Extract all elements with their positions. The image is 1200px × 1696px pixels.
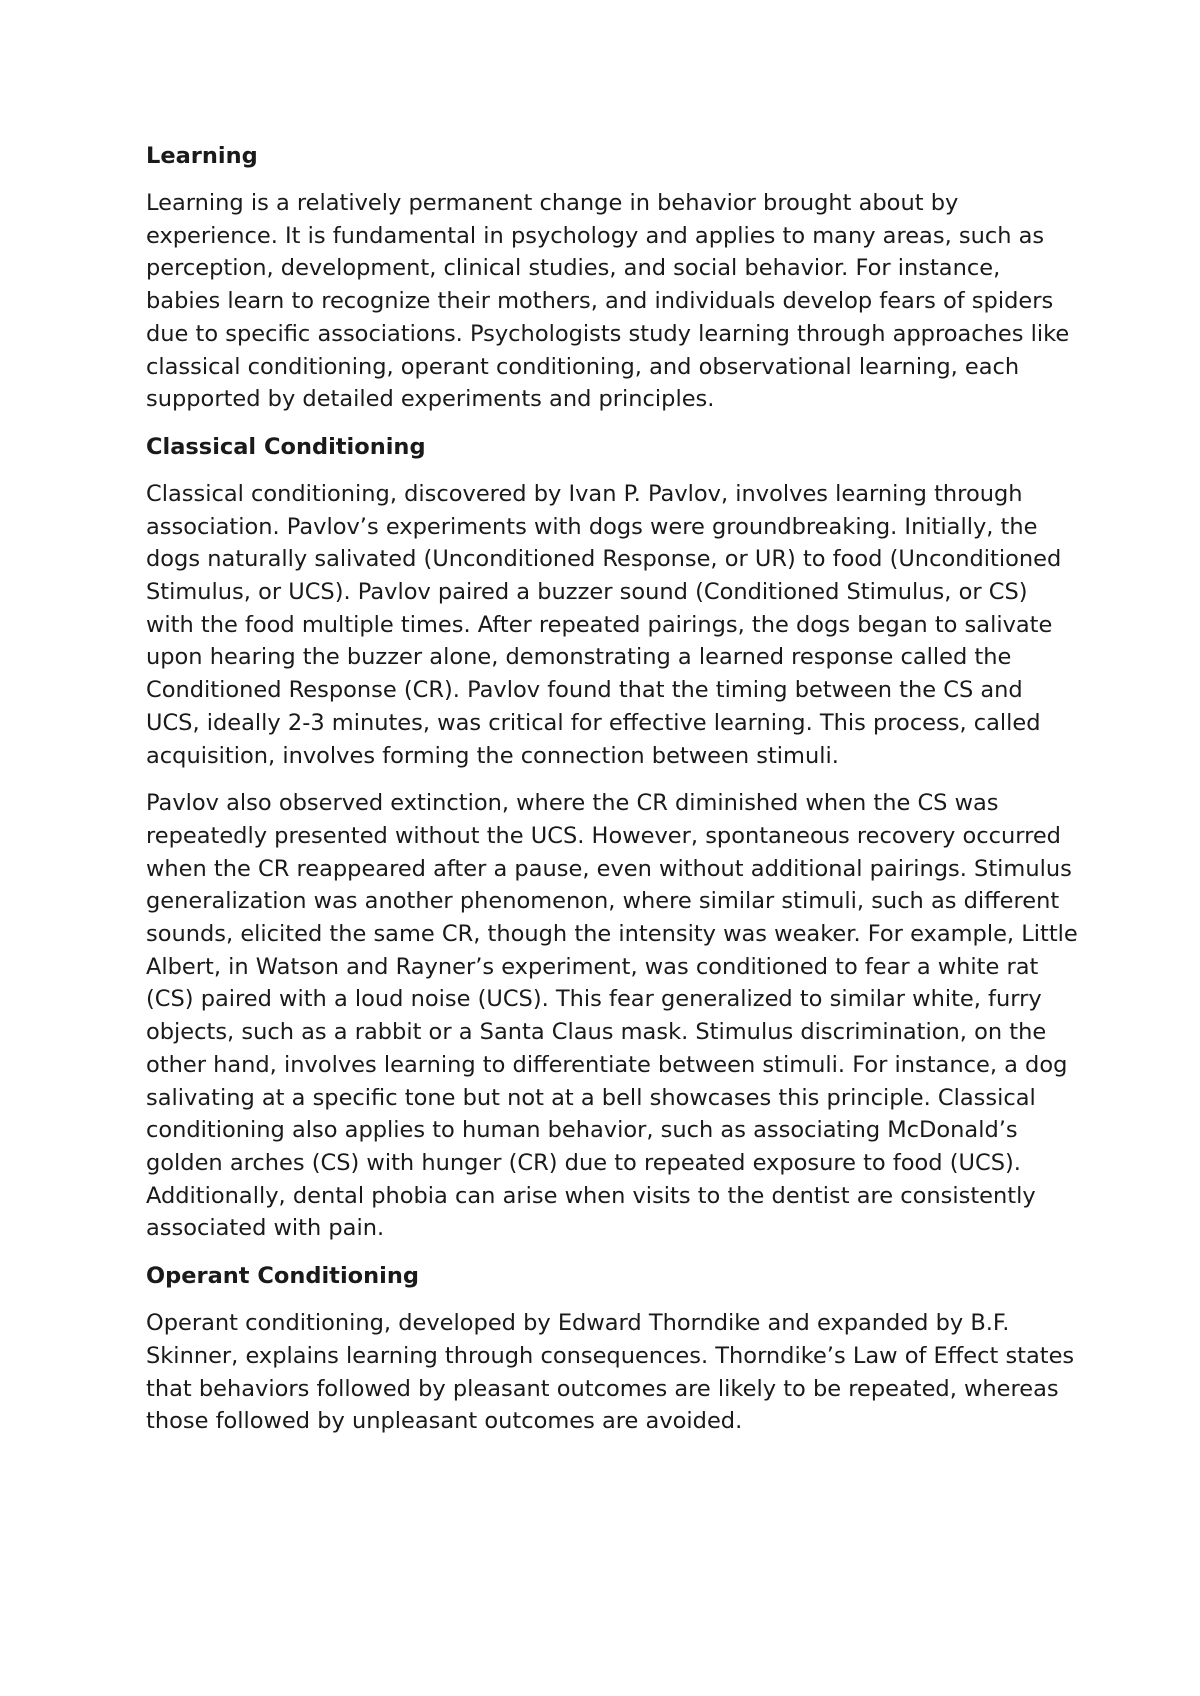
section-heading-learning: Learning [146, 143, 258, 169]
paragraph-classical-conditioning-1: Classical conditioning, discovered by Ivan P. Pavlov, involves learning through association. Pavlov’s experiments with dogs were groundbreaking. Initially, the dogs naturally salivated (Unconditioned Response, or UR) to food (Unconditioned Stimulus, or UCS). Pavlov paired a buzzer sound (Conditioned Stimulus, or CS) with the food multiple times. After repeated pairings, the dogs began to salivate upon hearing the buzzer alone, demonstrating a learned response called the Conditioned Response (CR). Pavlov found that the timing between the CS and UCS, ideally 2-3 minutes, was critical for effective learning. This process, called acquisition, involves forming the connection between stimuli. [146, 480, 1062, 769]
section-heading-classical-conditioning: Classical Conditioning [146, 433, 426, 460]
paragraph-learning-intro: Learning is a relatively permanent change in behavior brought about by experience. It is fundamental in psychology and applies to many areas, such as perception, development, clinical studies, and social behavior. For instance, babies learn to recognize their mothers, and individuals develop fears of spiders due to specific associations. Psychologists study learning through approaches like classical conditioning, operant conditioning, and observational learning, each supported by detailed experiments and principles. [146, 190, 1070, 413]
section-heading-operant-conditioning: Operant Conditioning [146, 1263, 419, 1290]
paragraph-operant-conditioning-1: Operant conditioning, developed by Edward Thorndike and expanded by B.F. Skinner, explains learning through consequences. Thorndike’s Law of Effect states that behaviors followed by pleasant outcomes are likely to be repeated, whereas those followed by unpleasant outcomes are avoided. [146, 1310, 1075, 1435]
paragraph-classical-conditioning-2: Pavlov also observed extinction, where the CR diminished when the CS was repeatedly presented without the UCS. However, spontaneous recovery occurred when the CR reappeared after a pause, even without additional pairings. Stimulus generalization was another phenomenon, where similar stimuli, such as different sounds, elicited the same CR, though the intensity was weaker. For example, Little Albert, in Watson and Rayner’s experiment, was conditioned to fear a white rat (CS) paired with a loud noise (UCS). This fear generalized to similar white, furry objects, such as a rabbit or a Santa Claus mask. Stimulus discrimination, on the other hand, involves learning to differentiate between stimuli. For instance, a dog salivating at a specific tone but not at a bell showcases this principle. Classical conditioning also applies to human behavior, such as associating McDonald’s golden arches (CS) with hunger (CR) due to repeated exposure to food (UCS). Additionally, dental phobia can arise when visits to the dentist are consistently associated with pain. [146, 790, 1078, 1242]
